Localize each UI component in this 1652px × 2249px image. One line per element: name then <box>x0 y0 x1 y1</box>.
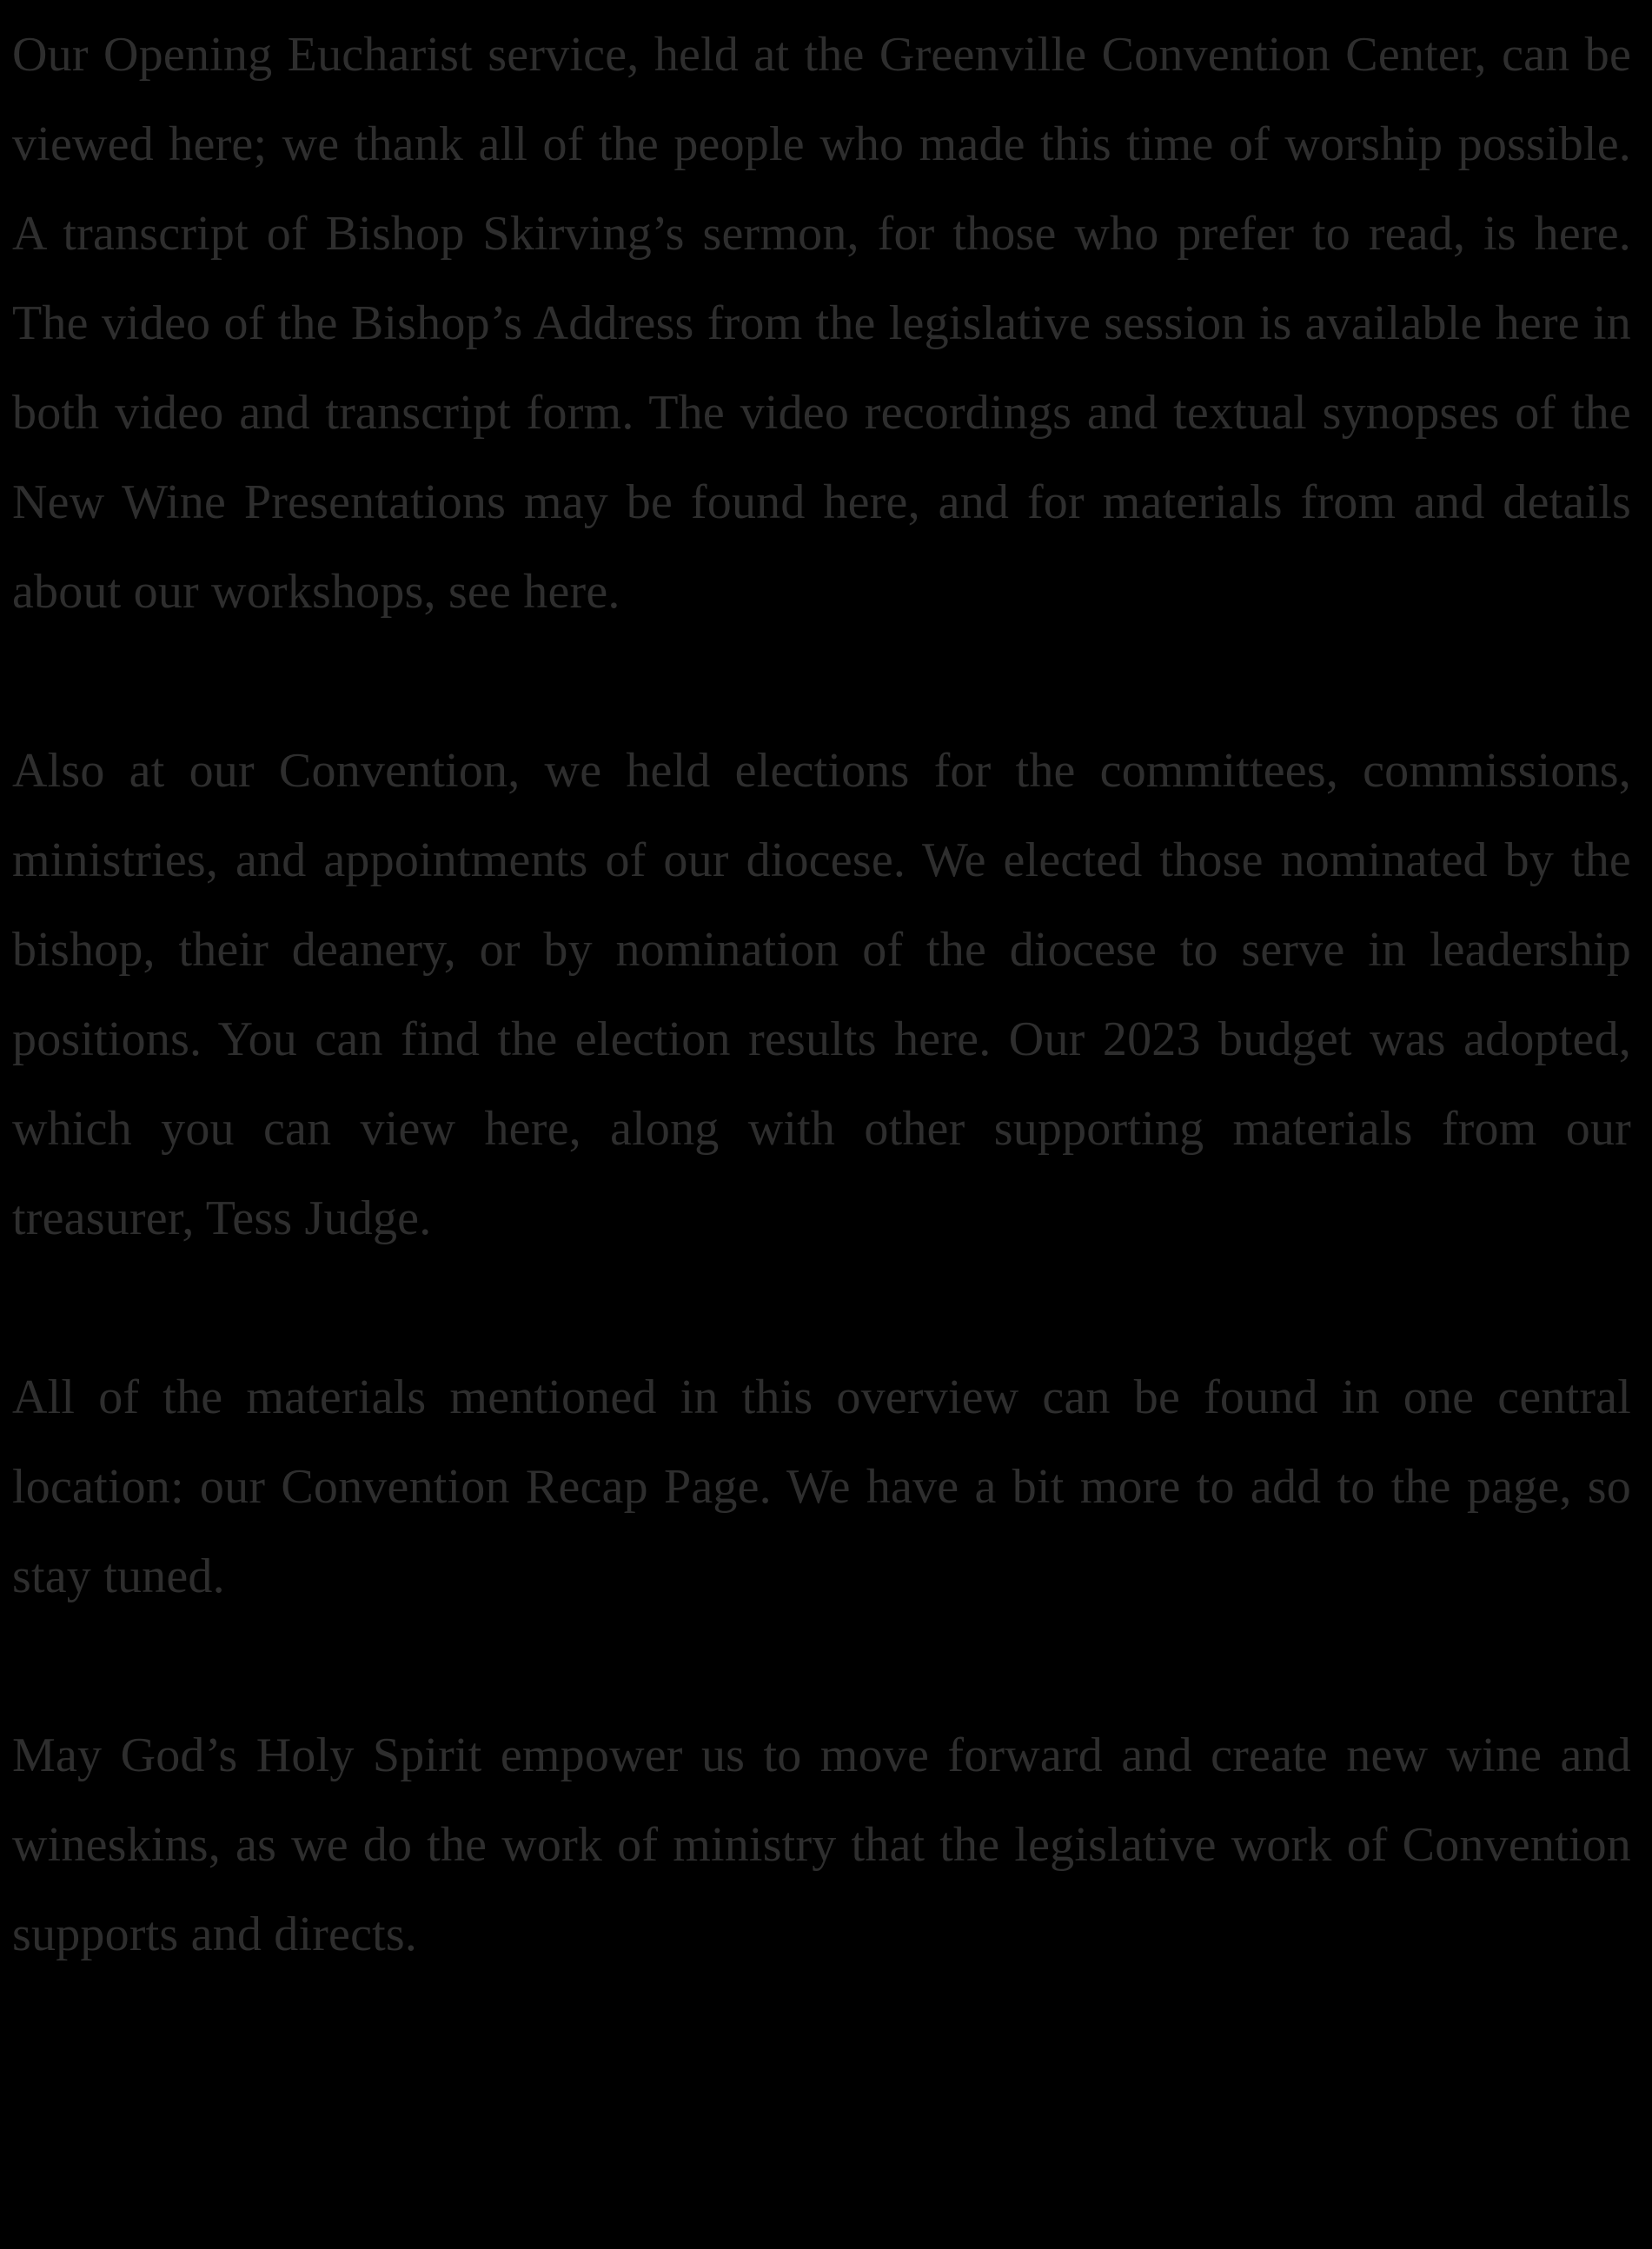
paragraph-elections-budget: Also at our Convention, we held elections for the committees, commissions, ministries, and appointments of our diocese. We elected those nominated by the bishop, their deanery, or by nomination of the diocese to serve in leadership positions. You can find the election results here. Our 2023 budget was adopted, which you can view here, along with other supporting materials from our treasurer, Tess Judge. <box>12 744 1631 1245</box>
paragraph-closing-prayer: May God’s Holy Spirit empower us to move forward and create new wine and wineskins, as we do the work of ministry that the legislative work of Convention supports and directs. <box>12 1728 1631 1961</box>
paragraph-convention-services: Our Opening Eucharist service, held at the Greenville Convention Center, can be viewed here; we thank all of the people who made this time of worship possible. A transcript of Bishop Skirving’s sermon, for those who prefer to read, is here. The video of the Bishop’s Address from the legislative session is available here in both video and transcript form. The video recordings and textual synopses of the New Wine Presentations may be found here, and for materials from and details about our workshops, see here. <box>12 28 1631 619</box>
paragraph-recap-page: All of the materials mentioned in this overview can be found in one central location: our Convention Recap Page. We have a bit more to add to the page, so stay tuned. <box>12 1370 1631 1603</box>
